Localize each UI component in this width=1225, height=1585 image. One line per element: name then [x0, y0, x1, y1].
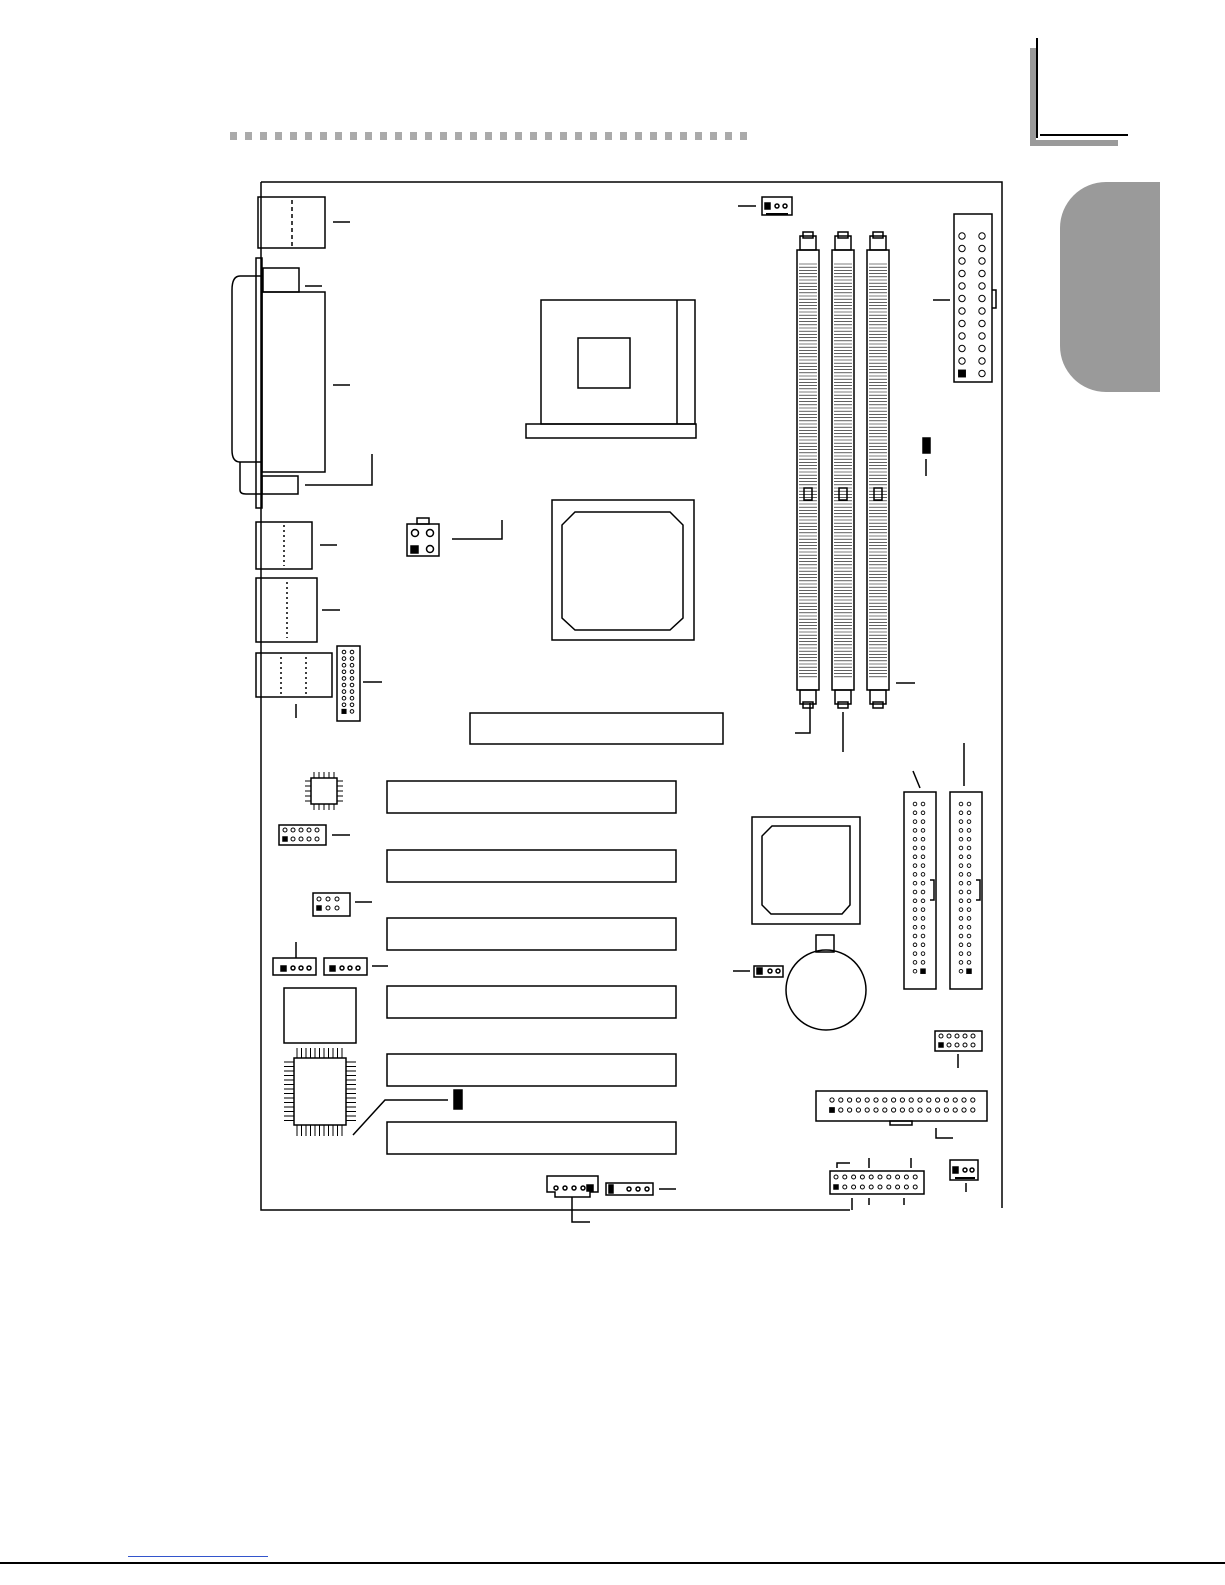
audio-jacks	[256, 653, 332, 718]
pin-1	[959, 370, 965, 376]
pin	[955, 1034, 959, 1038]
system-fan-connector	[950, 1160, 978, 1192]
dimm-leader-lines	[795, 683, 915, 752]
pin	[860, 1175, 864, 1179]
floppy-connector-icon	[816, 1091, 987, 1138]
usb-header	[337, 646, 382, 721]
pin	[971, 1043, 975, 1047]
pin	[962, 1098, 966, 1102]
usb-port	[256, 522, 337, 569]
pin	[307, 828, 311, 832]
pin	[291, 828, 295, 832]
pin	[900, 1098, 904, 1102]
pin	[955, 1043, 959, 1047]
pin	[307, 837, 311, 841]
pin	[874, 1108, 878, 1112]
pin	[959, 820, 963, 824]
pin	[959, 258, 965, 264]
pin	[350, 710, 354, 714]
pin	[979, 233, 985, 239]
pin	[350, 663, 354, 667]
pin	[342, 650, 346, 654]
pin	[959, 873, 963, 877]
pin	[959, 890, 963, 894]
pin	[913, 811, 917, 815]
pin	[909, 1098, 913, 1102]
chipset-icon	[752, 817, 860, 924]
pin	[913, 969, 917, 973]
pin	[967, 829, 971, 833]
pin	[913, 925, 917, 929]
pin	[921, 925, 925, 929]
pin	[874, 1098, 878, 1102]
pin	[921, 873, 925, 877]
pin	[959, 864, 963, 868]
pin	[904, 1175, 908, 1179]
pin	[283, 828, 287, 832]
pin	[959, 925, 963, 929]
ps2-port	[258, 197, 350, 248]
pin	[342, 657, 346, 661]
pin	[887, 1185, 891, 1189]
pin	[967, 934, 971, 938]
pin	[350, 703, 354, 707]
pin	[959, 829, 963, 833]
pin	[921, 908, 925, 912]
io-chip-icon	[305, 772, 343, 810]
pin	[967, 855, 971, 859]
pin	[979, 308, 985, 314]
pin	[936, 1108, 940, 1112]
pin	[959, 358, 965, 364]
pin	[315, 828, 319, 832]
pin	[953, 1108, 957, 1112]
pin	[921, 811, 925, 815]
pin	[967, 802, 971, 806]
pin	[918, 1108, 922, 1112]
pin	[959, 245, 965, 251]
pin	[971, 1098, 975, 1102]
pin	[913, 934, 917, 938]
pin-1	[283, 837, 287, 841]
serial-port	[256, 578, 340, 642]
pin	[921, 961, 925, 965]
pin	[959, 802, 963, 806]
pin	[913, 908, 917, 912]
pin	[921, 802, 925, 806]
pin	[967, 943, 971, 947]
pin	[913, 890, 917, 894]
pin	[963, 1034, 967, 1038]
pin	[913, 873, 917, 877]
pin	[927, 1098, 931, 1102]
pin	[869, 1175, 873, 1179]
pin	[299, 837, 303, 841]
pin	[959, 908, 963, 912]
pin	[342, 696, 346, 700]
pin	[913, 943, 917, 947]
pin	[971, 1034, 975, 1038]
pin	[939, 1034, 943, 1038]
dimm-slot	[867, 232, 889, 708]
pin-1	[921, 969, 925, 973]
pin	[947, 1043, 951, 1047]
aux-connector-icon	[547, 1176, 676, 1222]
pin	[927, 1108, 931, 1112]
cpu-socket-icon	[526, 300, 696, 438]
pin	[350, 650, 354, 654]
pin	[967, 917, 971, 921]
pin	[913, 820, 917, 824]
pin	[913, 846, 917, 850]
pin	[856, 1098, 860, 1102]
pin-1	[939, 1043, 943, 1047]
ide-connector-icon	[904, 743, 982, 989]
pin	[342, 663, 346, 667]
jumper-icon	[733, 966, 783, 977]
pin	[967, 811, 971, 815]
pin	[839, 1108, 843, 1112]
pin	[979, 283, 985, 289]
atx-power-icon	[407, 518, 502, 556]
pin	[921, 934, 925, 938]
pin	[979, 370, 985, 376]
pin	[962, 1108, 966, 1112]
pin	[959, 899, 963, 903]
pin	[350, 657, 354, 661]
pin	[913, 917, 917, 921]
pin	[921, 864, 925, 868]
pin	[979, 270, 985, 276]
pin	[959, 855, 963, 859]
pin	[904, 1185, 908, 1189]
front-panel-connector	[830, 1158, 924, 1210]
pin	[959, 233, 965, 239]
pin	[913, 802, 917, 806]
pin	[967, 908, 971, 912]
pin	[299, 828, 303, 832]
pin	[971, 1108, 975, 1112]
northbridge-icon	[552, 500, 694, 640]
pin	[878, 1185, 882, 1189]
pin	[921, 943, 925, 947]
pin	[839, 1098, 843, 1102]
pin	[869, 1185, 873, 1189]
pin	[967, 873, 971, 877]
pin	[350, 690, 354, 694]
dimm-slot	[797, 232, 819, 708]
pin	[913, 837, 917, 841]
pin	[959, 837, 963, 841]
agp-slot-icon	[470, 713, 723, 744]
usb-header-right	[935, 1031, 982, 1068]
pin	[913, 864, 917, 868]
pin	[921, 820, 925, 824]
pin	[953, 1098, 957, 1102]
pin	[335, 897, 339, 901]
pin	[865, 1098, 869, 1102]
pin	[967, 820, 971, 824]
pin	[848, 1108, 852, 1112]
pin	[979, 333, 985, 339]
pin	[967, 864, 971, 868]
pin	[979, 258, 985, 264]
pin	[913, 881, 917, 885]
pin	[918, 1098, 922, 1102]
pin-1	[342, 710, 346, 714]
battery-icon	[786, 935, 866, 1030]
pin	[967, 837, 971, 841]
pin	[860, 1185, 864, 1189]
pin	[856, 1108, 860, 1112]
pin	[883, 1098, 887, 1102]
pin	[909, 1108, 913, 1112]
pin	[959, 345, 965, 351]
pin	[979, 320, 985, 326]
pin	[896, 1185, 900, 1189]
pin	[959, 961, 963, 965]
pin	[967, 899, 971, 903]
southbridge-icon	[284, 1048, 462, 1136]
pin	[959, 846, 963, 850]
pin	[921, 829, 925, 833]
pin	[913, 1185, 917, 1189]
pin	[350, 696, 354, 700]
pin	[865, 1108, 869, 1112]
pin	[848, 1098, 852, 1102]
pin	[921, 917, 925, 921]
pin	[947, 1034, 951, 1038]
pin	[967, 890, 971, 894]
pin	[959, 969, 963, 973]
pin	[291, 837, 295, 841]
pin	[852, 1175, 856, 1179]
pin	[921, 846, 925, 850]
bios-chip-icon	[284, 988, 356, 1043]
pin-1	[967, 969, 971, 973]
pin	[959, 333, 965, 339]
pin	[967, 961, 971, 965]
pin	[913, 961, 917, 965]
fan-connector-icon	[273, 942, 388, 975]
pin	[830, 1098, 834, 1102]
front-panel-header	[279, 825, 350, 845]
pin	[959, 270, 965, 276]
pin	[878, 1175, 882, 1179]
pin	[834, 1175, 838, 1179]
pin	[959, 952, 963, 956]
pin	[979, 245, 985, 251]
pin	[959, 881, 963, 885]
pin	[959, 943, 963, 947]
pin	[913, 899, 917, 903]
pin-1	[830, 1108, 834, 1112]
pin	[921, 890, 925, 894]
pin	[883, 1108, 887, 1112]
pin	[921, 881, 925, 885]
pin	[843, 1185, 847, 1189]
pin	[921, 855, 925, 859]
pin-1	[834, 1185, 838, 1189]
pin	[350, 683, 354, 687]
pin	[913, 1175, 917, 1179]
pin	[959, 283, 965, 289]
pin	[963, 1043, 967, 1047]
pin-1	[317, 906, 321, 910]
pin	[892, 1098, 896, 1102]
pin	[959, 934, 963, 938]
pin	[921, 837, 925, 841]
pin	[979, 345, 985, 351]
pin	[342, 703, 346, 707]
pin	[335, 906, 339, 910]
pci-slot-icon	[387, 781, 676, 1154]
pin	[342, 677, 346, 681]
pin	[967, 925, 971, 929]
pin	[959, 811, 963, 815]
pin	[315, 837, 319, 841]
pin	[913, 952, 917, 956]
board-outline	[261, 182, 1002, 1210]
pin	[944, 1098, 948, 1102]
pin	[326, 906, 330, 910]
pin	[967, 846, 971, 850]
footer-link-underline	[128, 1556, 268, 1557]
pin	[326, 897, 330, 901]
pin	[936, 1098, 940, 1102]
pin	[350, 677, 354, 681]
pin	[896, 1175, 900, 1179]
pin	[967, 952, 971, 956]
pin	[959, 295, 965, 301]
pin	[979, 295, 985, 301]
pin	[852, 1185, 856, 1189]
pin	[959, 308, 965, 314]
pin	[967, 881, 971, 885]
pin	[959, 917, 963, 921]
cpu-fan-connector	[738, 197, 792, 215]
pin	[900, 1108, 904, 1112]
dimm-slot	[832, 232, 854, 708]
pin	[979, 358, 985, 364]
jumper-icon	[923, 438, 930, 476]
footer-rule	[0, 1562, 1225, 1564]
pin	[887, 1175, 891, 1179]
pin	[944, 1108, 948, 1112]
atx-main-power	[933, 214, 996, 382]
pin	[350, 670, 354, 674]
pin	[342, 683, 346, 687]
dimm-slot-icon	[797, 232, 889, 708]
pin	[921, 899, 925, 903]
pin	[342, 670, 346, 674]
pin	[843, 1175, 847, 1179]
pin	[342, 690, 346, 694]
pin	[892, 1108, 896, 1112]
pin	[921, 952, 925, 956]
parallel-port	[232, 258, 372, 508]
pin	[317, 897, 321, 901]
pin	[913, 855, 917, 859]
pin	[913, 829, 917, 833]
jumper-header	[313, 893, 372, 916]
pin	[959, 320, 965, 326]
